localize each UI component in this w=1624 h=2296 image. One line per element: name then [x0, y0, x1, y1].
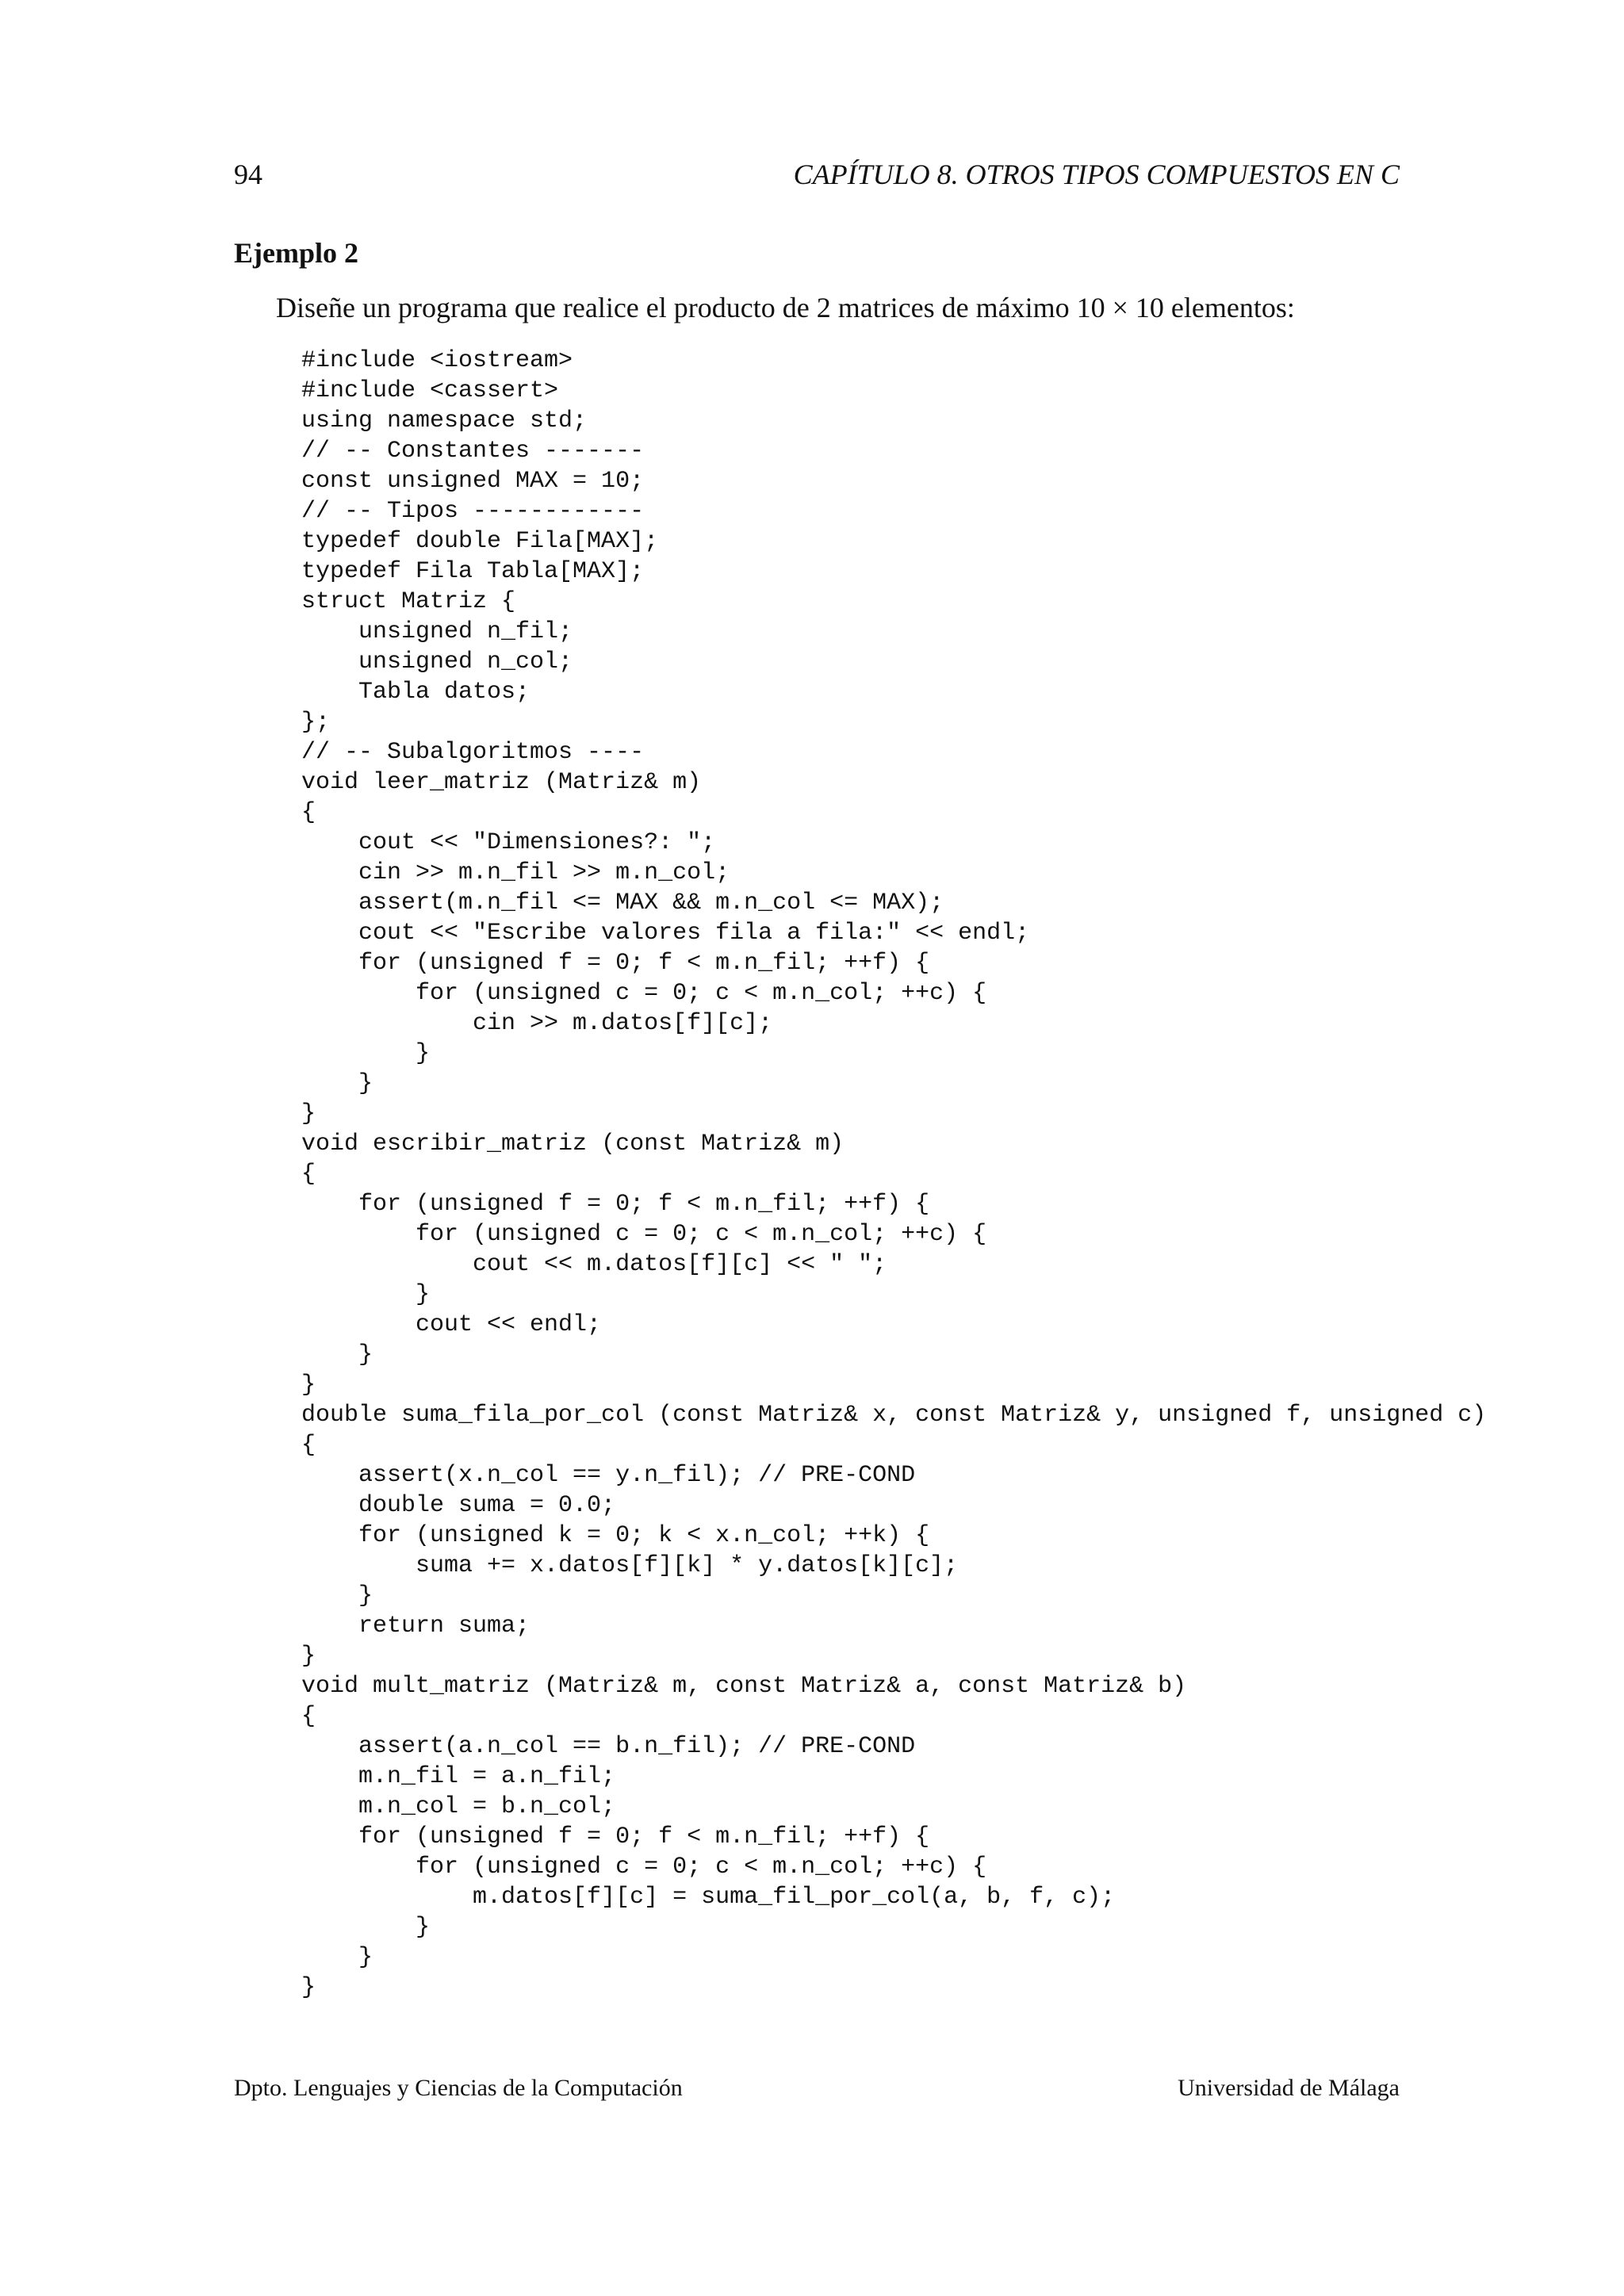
page-number: 94 — [234, 159, 262, 190]
code-line: #include <cassert> — [301, 377, 559, 404]
intro-paragraph: Diseñe un programa que realice el producto de 2 matrices de máximo 10 × 10 elementos: — [276, 292, 1295, 323]
code-line: cout << "Escribe valores fila a fila:" << endl; — [301, 920, 1030, 947]
code-line: assert(m.n_fil <= MAX && m.n_col <= MAX); — [301, 890, 944, 916]
code-line: }; — [301, 709, 331, 736]
code-line: cout << m.datos[f][c] << " "; — [301, 1251, 887, 1278]
code-line: #include <iostream> — [301, 347, 573, 374]
code-line: } — [301, 1040, 431, 1067]
code-line: } — [301, 1643, 316, 1670]
code-line: m.n_col = b.n_col; — [301, 1793, 616, 1820]
code-line: struct Matriz { — [301, 588, 516, 615]
chapter-header: CAPÍTULO 8. OTROS TIPOS COMPUESTOS EN C — [793, 159, 1400, 190]
code-line: const unsigned MAX = 10; — [301, 468, 645, 495]
code-line: } — [301, 1372, 316, 1399]
code-line: // -- Constantes ------- — [301, 438, 645, 465]
code-line: cout << endl; — [301, 1311, 602, 1338]
code-line: for (unsigned c = 0; c < m.n_col; ++c) { — [301, 1221, 987, 1248]
code-line: suma += x.datos[f][k] * y.datos[k][c]; — [301, 1552, 959, 1579]
code-line: for (unsigned f = 0; f < m.n_fil; ++f) { — [301, 1191, 930, 1218]
code-line: double suma = 0.0; — [301, 1492, 616, 1519]
code-line: cin >> m.datos[f][c]; — [301, 1010, 773, 1037]
code-line: return suma; — [301, 1613, 530, 1640]
code-line: for (unsigned c = 0; c < m.n_col; ++c) { — [301, 1854, 987, 1881]
code-line: typedef double Fila[MAX]; — [301, 528, 659, 555]
code-line: } — [301, 1070, 373, 1097]
code-line: } — [301, 1944, 373, 1971]
section-title: Ejemplo 2 — [234, 237, 358, 269]
code-line: { — [301, 1432, 316, 1459]
code-line: } — [301, 1914, 431, 1941]
code-line: void leer_matriz (Matriz& m) — [301, 769, 702, 796]
code-line: unsigned n_fil; — [301, 618, 573, 645]
code-line: cout << "Dimensiones?: "; — [301, 829, 716, 856]
code-line: for (unsigned f = 0; f < m.n_fil; ++f) { — [301, 1823, 930, 1850]
code-line: } — [301, 1100, 316, 1127]
code-line: typedef Fila Tabla[MAX]; — [301, 558, 645, 585]
code-line: Tabla datos; — [301, 679, 530, 706]
code-line: void escribir_matriz (const Matriz& m) — [301, 1131, 845, 1158]
footer-university: Universidad de Málaga — [1178, 2075, 1400, 2101]
code-line: for (unsigned f = 0; f < m.n_fil; ++f) { — [301, 950, 930, 977]
code-line: { — [301, 799, 316, 826]
code-line: m.n_fil = a.n_fil; — [301, 1763, 616, 1790]
code-line: // -- Subalgoritmos ---- — [301, 739, 645, 766]
code-line: assert(a.n_col == b.n_fil); // PRE-COND — [301, 1733, 916, 1760]
code-line: cin >> m.n_fil >> m.n_col; — [301, 859, 730, 886]
code-line: } — [301, 1582, 373, 1609]
code-line: void mult_matriz (Matriz& m, const Matriz& a, const Matriz& b) — [301, 1673, 1187, 1700]
code-line: unsigned n_col; — [301, 649, 573, 675]
code-line: } — [301, 1974, 316, 2001]
code-line: assert(x.n_col == y.n_fil); // PRE-COND — [301, 1462, 916, 1489]
code-line: { — [301, 1161, 316, 1188]
footer-department: Dpto. Lenguajes y Ciencias de la Computación — [234, 2075, 683, 2101]
code-line: } — [301, 1281, 431, 1308]
code-line: using namespace std; — [301, 408, 588, 434]
code-line: // -- Tipos ------------ — [301, 498, 645, 525]
code-line: { — [301, 1703, 316, 1730]
code-line: } — [301, 1341, 373, 1368]
code-listing — [301, 346, 1486, 2033]
code-line: double suma_fila_por_col (const Matriz& x, const Matriz& y, unsigned f, unsigned c) — [301, 1402, 1487, 1429]
code-line: m.datos[f][c] = suma_fil_por_col(a, b, f, c); — [301, 1884, 1116, 1911]
code-line: for (unsigned k = 0; k < x.n_col; ++k) { — [301, 1522, 930, 1549]
code-line: for (unsigned c = 0; c < m.n_col; ++c) { — [301, 980, 987, 1007]
